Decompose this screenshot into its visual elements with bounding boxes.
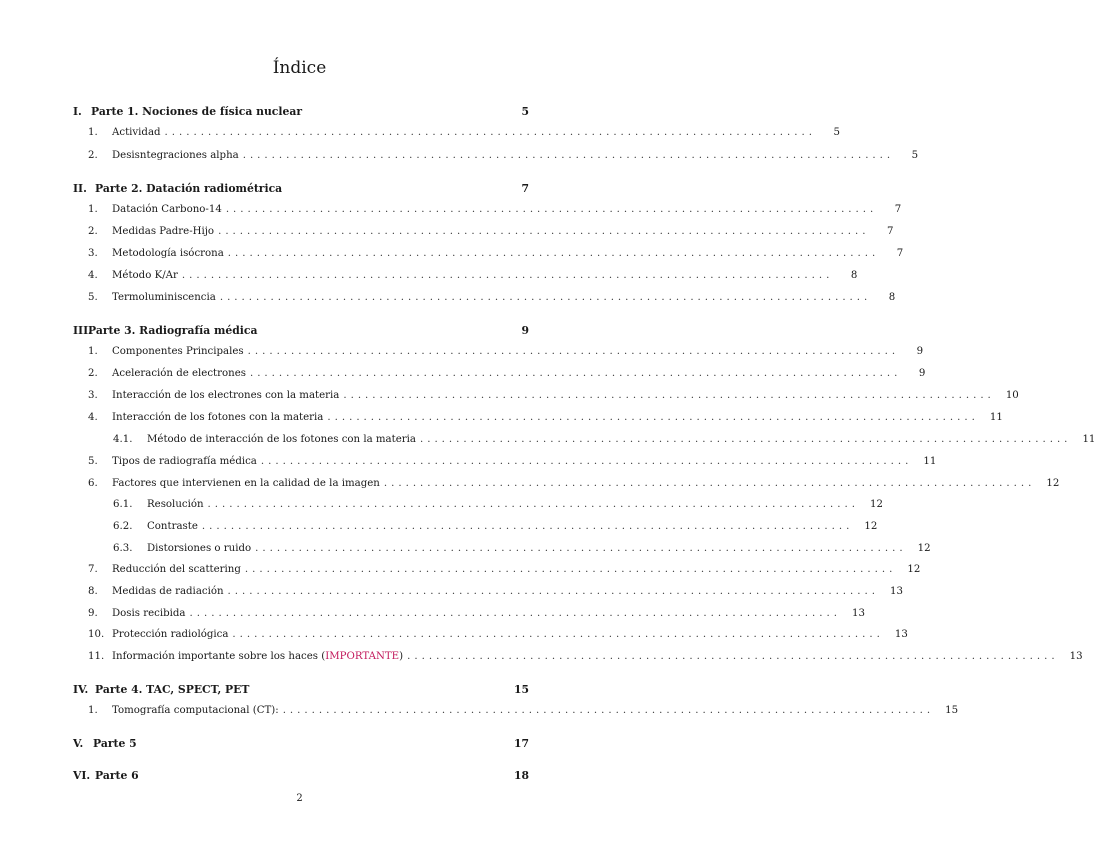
toc-item[interactable] — [88, 649, 1083, 665]
toc-item[interactable] — [88, 290, 896, 306]
dot-leader: .......................................................................................... — [201, 521, 854, 532]
item-number: 4.1. — [113, 434, 133, 445]
item-page: 11 — [1082, 434, 1095, 445]
part-page: 18 — [513, 769, 529, 782]
dot-leader: .......................................................................................... — [343, 390, 995, 401]
item-title-text: Información importante sobre los haces — [112, 651, 318, 662]
item-number: 4. — [88, 412, 98, 423]
toc-subitem[interactable] — [113, 541, 931, 557]
item-number: 11. — [88, 651, 105, 662]
item-page: 7 — [894, 204, 902, 215]
toc-part[interactable] — [73, 736, 529, 752]
item-page: 13 — [894, 629, 908, 640]
toc-item[interactable] — [88, 584, 903, 600]
item-number: 9. — [88, 608, 98, 619]
item-title: Distorsiones o ruido — [147, 543, 252, 554]
part-title: Parte 1. Nociones de física nuclear — [91, 105, 303, 118]
part-page: 9 — [521, 324, 529, 337]
item-page: 9 — [918, 368, 926, 379]
item-title: Información importante sobre los haces (IMPORTANTE) — [112, 651, 404, 662]
toc-item[interactable] — [88, 388, 1019, 404]
dot-leader: .......................................................................................... — [181, 270, 834, 281]
item-title: Factores que intervienen en la calidad de la imagen — [112, 478, 380, 489]
toc-part[interactable] — [73, 104, 529, 120]
item-title: Contraste — [147, 521, 198, 532]
dot-leader: .......................................................................................... — [207, 499, 859, 510]
item-number: 3. — [88, 248, 98, 259]
item-page: 5 — [833, 127, 840, 138]
page-title: Índice — [272, 58, 327, 78]
item-number: 6.1. — [113, 499, 133, 510]
item-number: 5. — [88, 292, 98, 303]
part-title: Parte 2. Datación radiométrica — [95, 182, 283, 195]
dot-leader: .......................................................................................... — [327, 412, 979, 423]
toc-item[interactable] — [88, 224, 894, 240]
part-number: I. — [73, 105, 82, 118]
item-number: 3. — [88, 390, 98, 401]
toc-item[interactable] — [88, 703, 959, 719]
item-number: 6.3. — [113, 543, 133, 554]
item-number: 1. — [88, 204, 98, 215]
part-page: 15 — [513, 683, 529, 696]
item-title: Tomografía computacional (CT): — [112, 705, 279, 716]
item-number: 6. — [88, 478, 98, 489]
toc-subitem[interactable] — [113, 497, 883, 513]
item-title: Medidas de radiación — [112, 586, 224, 597]
item-number: 1. — [88, 705, 98, 716]
dot-leader: .......................................................................................... — [255, 543, 907, 554]
part-page: 5 — [521, 105, 529, 118]
item-title: Reducción del scattering — [112, 564, 241, 575]
item-page: 12 — [917, 543, 931, 554]
item-page: 12 — [1046, 478, 1060, 489]
item-title: Protección radiológica — [112, 629, 229, 640]
part-number: II. — [73, 182, 87, 195]
item-title: Metodología isócrona — [112, 248, 224, 259]
dot-leader: .......................................................................................... — [244, 564, 897, 575]
item-page: 5 — [911, 150, 919, 161]
dot-leader: .......................................................................................... — [227, 248, 880, 259]
item-number: 4. — [88, 270, 98, 281]
toc-item[interactable] — [88, 476, 1060, 492]
item-page: 11 — [923, 456, 937, 467]
item-number: 2. — [88, 226, 98, 237]
toc-item[interactable] — [88, 125, 840, 141]
item-title: Dosis recibida — [112, 608, 186, 619]
item-page: 10 — [1005, 390, 1019, 401]
item-page: 8 — [850, 270, 858, 281]
part-title: Parte 6 — [95, 769, 139, 782]
item-page: 7 — [896, 248, 904, 259]
part-number: V. — [73, 737, 84, 750]
important-tag: IMPORTANTE — [325, 651, 400, 662]
item-number: 6.2. — [113, 521, 133, 532]
dot-leader: .......................................................................................... — [227, 586, 879, 597]
dot-leader: .......................................................................................... — [260, 456, 913, 467]
item-page: 12 — [864, 521, 878, 532]
item-page: 13 — [851, 608, 865, 619]
item-title: Aceleración de electrones — [112, 368, 246, 379]
item-page: 13 — [1069, 651, 1083, 662]
item-number: 10. — [88, 629, 105, 640]
toc-item[interactable] — [88, 202, 902, 218]
toc-item[interactable] — [88, 562, 921, 578]
toc-subitem[interactable] — [113, 432, 1095, 448]
item-number: 7. — [88, 564, 98, 575]
dot-leader: .......................................................................................... — [189, 608, 841, 619]
item-title: Datación Carbono-14 — [112, 204, 222, 215]
item-page: 15 — [945, 705, 959, 716]
item-page: 8 — [888, 292, 896, 303]
toc-part[interactable] — [73, 181, 529, 197]
toc-part[interactable] — [73, 768, 529, 784]
item-title: Método de interacción de los fotones con la materia — [147, 434, 416, 445]
part-page: 7 — [521, 182, 529, 195]
item-page: 7 — [887, 226, 894, 237]
dot-leader: .......................................................................................... — [225, 204, 878, 215]
dot-leader: .......................................................................................... — [407, 651, 1059, 662]
toc-item[interactable] — [88, 344, 924, 360]
item-title: Método K/Ar — [112, 270, 178, 281]
toc-item[interactable] — [88, 268, 858, 284]
item-number: 1. — [88, 346, 98, 357]
dot-leader: .......................................................................................... — [232, 629, 884, 640]
toc-subitem[interactable] — [113, 519, 878, 535]
item-number: 8. — [88, 586, 98, 597]
item-page: 12 — [907, 564, 921, 575]
item-title: Resolución — [147, 499, 204, 510]
dot-leader: .......................................................................................... — [164, 127, 816, 138]
page-number: 2 — [296, 793, 303, 804]
item-page: 12 — [870, 499, 883, 510]
dot-leader: .......................................................................................... — [383, 478, 1036, 489]
toc-item[interactable] — [88, 246, 904, 262]
toc-item[interactable] — [88, 606, 865, 622]
dot-leader: .......................................................................................... — [242, 150, 895, 161]
part-title: Parte 4. TAC, SPECT, PET — [95, 683, 250, 696]
toc-part[interactable] — [73, 682, 529, 698]
item-title: Medidas Padre-Hijo — [112, 226, 215, 237]
part-title: Parte 5 — [93, 737, 137, 750]
item-number: 5. — [88, 456, 98, 467]
item-title: Interacción de los fotones con la materia — [112, 412, 324, 423]
dot-leader: .......................................................................................... — [219, 292, 872, 303]
toc-item[interactable] — [88, 148, 919, 164]
part-page: 17 — [513, 737, 529, 750]
part-title: Parte 3. Radiografía médica — [88, 324, 258, 337]
dot-leader: .......................................................................................... — [218, 226, 870, 237]
item-page: 11 — [989, 412, 1003, 423]
item-number: 1. — [88, 127, 98, 138]
item-page: 13 — [890, 586, 903, 597]
item-number: 2. — [88, 368, 98, 379]
item-title: Termoluminiscencia — [112, 292, 216, 303]
item-title: Tipos de radiografía médica — [112, 456, 257, 467]
item-title: Actividad — [112, 127, 161, 138]
part-number: III. — [73, 324, 92, 337]
part-number: IV. — [73, 683, 89, 696]
dot-leader: .......................................................................................... — [247, 346, 900, 357]
part-number: VI. — [73, 769, 91, 782]
toc-item[interactable] — [88, 627, 908, 643]
toc-part[interactable] — [73, 323, 529, 339]
toc-item[interactable] — [88, 366, 926, 382]
item-title: Interacción de los electrones con la materia — [112, 390, 340, 401]
dot-leader: .......................................................................................... — [282, 705, 935, 716]
dot-leader: .......................................................................................... — [249, 368, 902, 379]
item-title: Desisntegraciones alpha — [112, 150, 239, 161]
item-title: Componentes Principales — [112, 346, 244, 357]
toc-item[interactable] — [88, 454, 937, 470]
dot-leader: .......................................................................................... — [419, 434, 1072, 445]
toc-item[interactable] — [88, 410, 1003, 426]
item-number: 2. — [88, 150, 98, 161]
item-page: 9 — [916, 346, 924, 357]
